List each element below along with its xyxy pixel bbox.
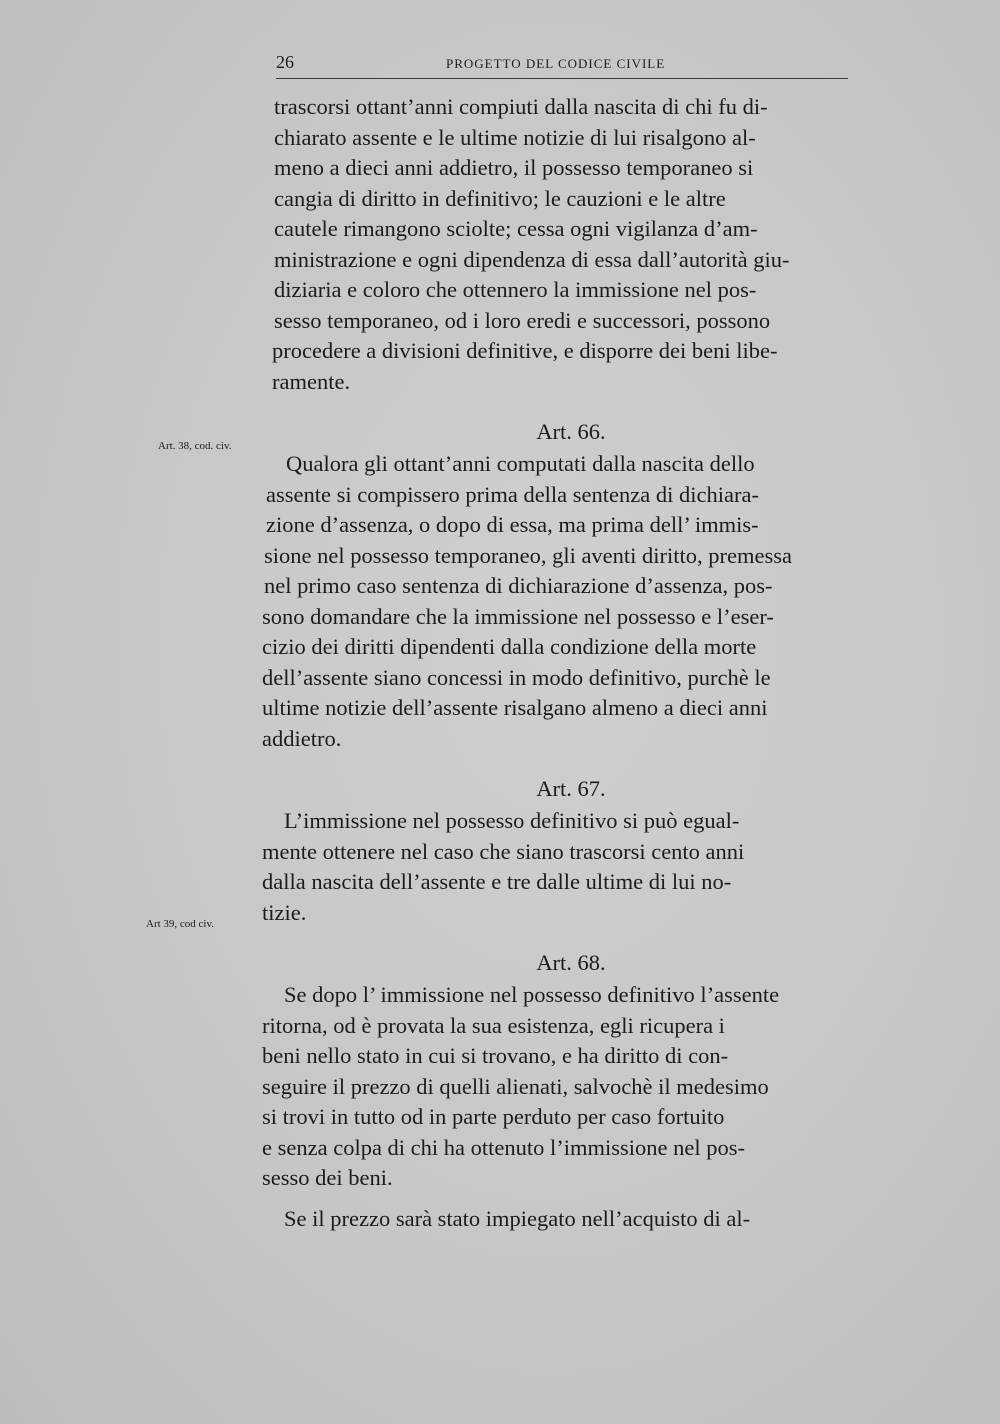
article-67 [262,774,840,928]
article-heading: Art. 66. [536,419,606,444]
running-title: PROGETTO DEL CODICE CIVILE [446,56,666,71]
text-line: sesso dei beni. [262,1165,393,1190]
page-number: 26 [276,52,294,72]
text-line: e senza colpa di chi ha ottenuto l’immissione nel pos- [262,1134,746,1160]
text-line: trascorsi ottant’anni compiuti dalla nascita di chi fu di- [274,94,768,119]
text-line: addietro. [262,725,342,751]
text-line: meno a dieci anni addietro, il possesso temporaneo si [274,155,754,180]
text-line: Se il prezzo sarà stato impiegato nell’acquisto di al- [284,1205,751,1231]
text-line: ultime notizie dell’assente risalgano almeno a dieci anni [262,695,768,720]
text-line: mente ottenere nel caso che siano trascorsi cento anni [262,838,745,864]
text-line: Se dopo l’ immissione nel possesso definitivo l’assente [284,982,780,1007]
text-line: ramente. [272,368,351,394]
text-line: seguire il prezzo di quelli alienati, salvochè il medesimo [262,1073,769,1099]
text-line: L’immissione nel possesso definitivo si può egual- [284,808,740,833]
text-line: si trovi in tutto od in parte perduto per caso fortuito [262,1104,725,1129]
article-heading: Art. 67. [536,776,606,801]
page-header [276,50,848,79]
article-66 [262,417,840,754]
text-line: dell’assente siano concessi in modo definitivo, purchè le [262,664,771,690]
text-line: zione d’assenza, o dopo di essa, ma prima dell’ immis- [266,512,759,537]
body-text [262,92,840,1234]
text-line: diziaria e coloro che ottennero la immissione nel pos- [274,277,757,302]
article-heading: Art. 68. [536,950,606,975]
text-line: tizie. [262,899,307,925]
text-line: procedere a divisioni definitive, e disporre dei beni libe- [272,338,778,363]
text-line: sesso temporaneo, od i loro eredi e successori, possono [274,307,771,333]
text-line: cangia di diritto in definitivo; le cauzioni e le altre [274,185,726,211]
margin-note-art-68: Art 39, cod civ. [146,918,215,930]
text-line: cautele rimangono sciolte; cessa ogni vigilanza d’am- [274,216,758,241]
article-68 [262,948,840,1234]
text-line: nel primo caso sentenza di dichiarazione d’assenza, pos- [264,573,773,598]
text-line: beni nello stato in cui si trovano, e ha diritto di con- [262,1043,729,1068]
text-line: sione nel possesso temporaneo, gli aventi diritto, premessa [264,542,793,568]
text-line: sono domandare che la immissione nel possesso e l’eser- [262,603,774,629]
text-line: Qualora gli ottant’anni computati dalla nascita dello [286,451,755,476]
opening-paragraph [262,92,840,397]
text-line: chiarato assente e le ultime notizie di lui risalgono al- [274,124,756,150]
text-line: ministrazione e ogni dipendenza di essa dall’autorità giu- [274,246,790,272]
margin-note-art-66: Art. 38, cod. civ. [158,440,232,452]
text-line: dalla nascita dell’assente e tre dalle ultime di lui no- [262,869,732,894]
text-line: cizio dei diritti dipendenti dalla condizione della morte [262,634,757,659]
text-line: assente si compissero prima della sentenza di dichiara- [266,481,759,507]
text-line: ritorna, od è provata la sua esistenza, egli ricupera i [262,1012,725,1038]
